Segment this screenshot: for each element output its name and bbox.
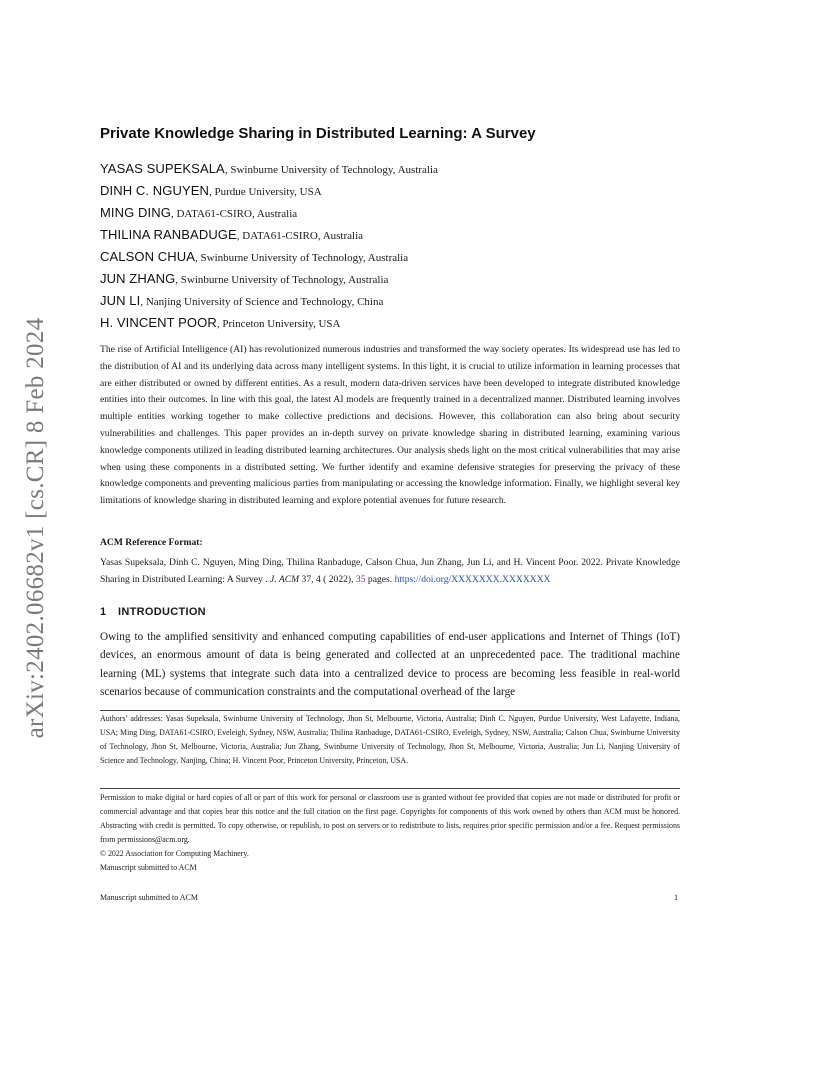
author-affiliation: Swinburne University of Technology, Australia (200, 252, 409, 264)
author-entry (100, 248, 438, 270)
footer-manuscript-note: Manuscript submitted to ACM (100, 893, 198, 902)
author-affiliation: Purdue University, USA (214, 186, 322, 198)
permission-notice: Permission to make digital or hard copies of all or part of this work for personal or classroom use is granted without fee provided that copies are not made or distributed for profit or commercial advantage and that copies bear this notice and the full citation on the first page. Copyrights for components of this work owned by others than ACM must be honored. Abstracting with credit is permitted. To copy otherwise, or republish, to post on servers or to redistribute to lists, requires prior specific permission and/or a fee. Request permissions from permissions@acm.org. (100, 793, 680, 844)
citation-text: Yasas Supeksala, Dinh C. Nguyen, Ming Ding, Thilina Ranbaduge, Calson Chua, Jun Zhang, Jun Li, and H. Vincent Poor. 2022. Private Knowledge Sharing in Distributed Learning: A Survey . (100, 557, 680, 585)
author-affiliation-sep: , (140, 296, 146, 308)
author-entry (100, 160, 438, 182)
author-affiliation-sep: , (195, 252, 201, 264)
author-affiliation: Swinburne University of Technology, Australia (180, 274, 389, 286)
arxiv-identifier-stamp: arXiv:2402.06682v1 [cs.CR] 8 Feb 2024 (22, 317, 49, 739)
author-name: JUN ZHANG (100, 271, 176, 286)
author-entry (100, 292, 438, 314)
section-heading (100, 606, 206, 618)
author-affiliation-sep: , (236, 230, 243, 242)
author-name: DINH C. NGUYEN (100, 183, 210, 198)
author-entry (100, 204, 438, 226)
journal-name: J. ACM (270, 574, 300, 585)
author-affiliation-sep: , (170, 208, 177, 220)
acm-reference-citation (100, 554, 680, 588)
paper-title: Private Knowledge Sharing in Distributed Learning: A Survey (100, 125, 536, 142)
author-entry (100, 270, 438, 292)
author-affiliation-sep: , (216, 318, 223, 330)
doi-link[interactable]: https://doi.org/XXXXXXX.XXXXXXX (394, 574, 551, 585)
author-entry (100, 182, 438, 204)
author-affiliation: Nanjing University of Science and Technology, China (145, 296, 384, 308)
author-name: CALSON CHUA (100, 249, 196, 264)
page-number: 1 (674, 893, 678, 902)
author-name: H. VINCENT POOR (100, 315, 217, 330)
author-affiliation: Swinburne University of Technology, Australia (230, 164, 438, 176)
author-affiliation-sep: , (224, 164, 231, 176)
section-title: INTRODUCTION (118, 606, 206, 618)
page-count-link[interactable]: 35 (355, 574, 366, 585)
citation-pages-suffix: pages. (365, 574, 395, 585)
footnote-divider (100, 710, 680, 711)
author-affiliation: DATA61-CSIRO, Australia (242, 230, 364, 242)
author-name: YASAS SUPEKSALA (100, 161, 225, 176)
author-name: MING DING (100, 205, 171, 220)
section-number: 1 (100, 606, 107, 618)
manuscript-note: Manuscript submitted to ACM (100, 863, 197, 872)
author-entry (100, 226, 438, 248)
author-affiliation: Princeton University, USA (222, 318, 341, 330)
author-name: JUN LI (100, 293, 141, 308)
authors-addresses: Authors’ addresses: Yasas Supeksala, Swinburne University of Technology, Jhon St, Melbourne, Victoria, Australia; Dinh C. Nguyen, Purdue University, West Lafayette, Indiana, USA; Ming Ding, DATA61-CSIRO, Eveleigh, Sydney, NSW, Australia; Thilina Ranbaduge, DATA61-CSIRO, Eveleigh, Sydney, NSW, Australia; Calson Chua, Swinburne University of Technology, Jhon St, Melbourne, Victoria, Australia; Jun Zhang, Swinburne University of Technology, Jhon St, Melbourne, Victoria, Australia; Jun Li, Nanjing University of Science and Technology, Nanjing, China; H. Vincent Poor, Princeton University, Princeton, USA. (100, 714, 680, 765)
author-name: THILINA RANBADUGE (100, 227, 237, 242)
abstract: The rise of Artificial Intelligence (AI) has revolutionized numerous industries and transformed the way society operates. Its widespread use has led to the distribution of AI and its underlying data across many intelligent systems. In this light, it is crucial to utilize information in learning processes that are either distributed or owned by different entities. As a result, modern data-driven services have been developed to integrate distributed knowledge entities into their outcomes. In line with this goal, the latest AI models are frequently trained in a decentralized manner. Distributed learning involves multiple entities working together to make collective predictions and decisions. However, this collaboration can also bring about security vulnerabilities and challenges. This paper provides an in-depth survey on private knowledge sharing in distributed learning, examining various knowledge components utilized in leading distributed learning architectures. Our analysis sheds light on the most critical vulnerabilities that may arise when using these components in a distributed setting. We further identify and examine defensive strategies for preserving the privacy of these knowledge components and preventing malicious parties from manipulating or accessing the knowledge information. Finally, we highlight several key limitations of knowledge sharing in distributed learning and explore potential avenues for future research. (100, 344, 680, 507)
acm-reference-heading: ACM Reference Format: (100, 537, 203, 548)
permission-divider (100, 788, 680, 789)
author-entry (100, 314, 438, 336)
copyright-notice: © 2022 Association for Computing Machinery. (100, 849, 249, 858)
author-affiliation-sep: , (209, 186, 215, 198)
author-list (100, 160, 438, 336)
citation-volume: 37, 4 ( 2022), (299, 574, 356, 585)
author-affiliation: DATA61-CSIRO, Australia (176, 208, 298, 220)
author-affiliation-sep: , (175, 274, 181, 286)
introduction-text: Owing to the amplified sensitivity and enhanced computing capabilities of end-user applications and Internet of Things (IoT) devices, an enormous amount of data is being generated and collected at an unprecedented pace. The traditional machine learning (ML) systems that integrate such data into a centralized device to process are becoming less feasible in real-world scenarios because of communication constraints and the computational overhead of the large (100, 631, 680, 699)
